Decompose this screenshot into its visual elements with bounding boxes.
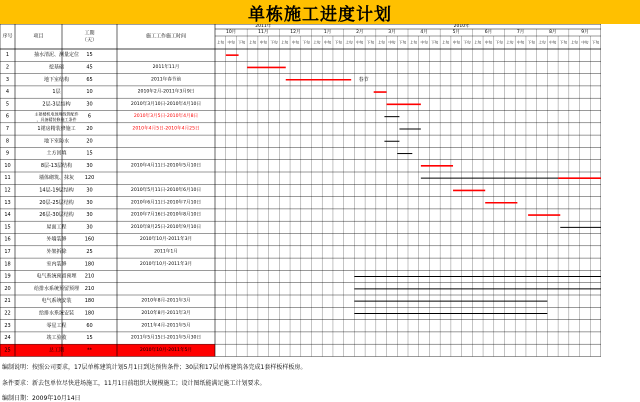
- month-label: 3月: [388, 30, 396, 35]
- row-name: 土方回填: [46, 150, 67, 157]
- row-seq: 12: [4, 187, 11, 194]
- dekad-label: 中旬: [227, 40, 235, 45]
- row-name: 零星工程: [46, 322, 67, 329]
- row-time-window: 2010年3月5日-2010年4月8日: [133, 114, 199, 120]
- row-seq: 3: [5, 76, 10, 83]
- dekad-label: 上旬: [281, 40, 289, 45]
- row-time-window: 2011年5月15日-2011年5月30日: [130, 335, 202, 341]
- row-duration: 180: [84, 261, 95, 268]
- row-seq: 20: [4, 285, 11, 292]
- schedule-title: 单栋施工进度计划: [0, 0, 640, 24]
- year-label-right: 2010年: [453, 24, 470, 30]
- note-conditions: 条件要求：新去包单位尽快进场施工，11月1日前组织大规模施工；设计图纸能满足施工计划要求。: [2, 380, 266, 387]
- row-time-window: 2010年6月11日-2010年7月10日: [130, 200, 202, 206]
- row-seq: 17: [4, 248, 11, 255]
- row-duration: 30: [86, 212, 93, 219]
- row-time-window: 2010年3月10日-2010年4月10日: [130, 101, 202, 107]
- row-name: 主裙楼机电预埋线管配件: [34, 111, 79, 117]
- row-seq: 6: [5, 113, 10, 120]
- row-seq: 10: [4, 162, 11, 169]
- dekad-label: 上旬: [409, 40, 417, 45]
- header-duration: 工期: [84, 30, 95, 37]
- row-duration: 30: [86, 199, 93, 206]
- row-duration: 15: [86, 52, 93, 59]
- row-time-window: 2010年10月-2011年3月: [139, 237, 193, 243]
- row-duration: **: [87, 347, 92, 354]
- row-time-window: 2010年10月-2011年3月: [139, 261, 193, 267]
- row-duration: 120: [84, 175, 95, 182]
- dekad-label: 下旬: [559, 40, 568, 45]
- row-name: 外架拆除: [46, 248, 67, 255]
- row-name: 外墙装修: [46, 236, 67, 243]
- dekad-label: 中旬: [516, 40, 525, 45]
- row-name: 8层-13层结构: [40, 162, 73, 169]
- dekad-label: 上旬: [538, 40, 546, 45]
- row-time-window: 2010年8月-2011年3月: [141, 310, 191, 316]
- row-name: 地下室防水: [43, 138, 70, 145]
- row-seq: 19: [4, 273, 11, 280]
- header-time-window: 施工工作施工时间: [145, 33, 187, 40]
- dekad-label: 下旬: [463, 40, 471, 45]
- row-seq: 13: [4, 199, 11, 206]
- dekad-label: 下旬: [366, 40, 375, 45]
- row-duration: 10: [86, 89, 93, 96]
- row-seq: 18: [4, 261, 11, 268]
- row-time-window: 2010年2月-2011年3月9日: [137, 89, 195, 95]
- row-duration: 30: [86, 101, 93, 108]
- note-description: 编制说明：按照公司要求，17层单栋建筑计划5月1日到达预售条件；30层和17层单栋建筑各完成1套样板样板房。: [2, 364, 307, 371]
- row-duration: 30: [86, 162, 93, 169]
- row-time-window: 2010年8月-2011年3月: [141, 298, 191, 304]
- gantt-grid: [0, 24, 601, 357]
- row-name: 电气系统安装: [41, 298, 72, 305]
- month-label: 7月: [516, 30, 525, 35]
- row-time-window: 2011年春节前: [150, 77, 182, 83]
- row-name: 20层-25层结构: [39, 199, 74, 206]
- row-name: 墙体砌筑、抹灰: [38, 175, 75, 182]
- row-seq: 9: [5, 150, 10, 157]
- row-name: 电气系统预留预埋: [36, 273, 77, 280]
- row-seq: 4: [5, 89, 10, 96]
- month-label: 11月: [258, 30, 269, 35]
- row-duration: 210: [84, 285, 95, 292]
- row-name: 挖基础: [48, 64, 65, 71]
- row-time-window: 2010年4月11日-2010年5月10日: [130, 163, 202, 169]
- row-time-window: 2011年11月: [152, 64, 180, 70]
- row-seq: 21: [4, 298, 11, 305]
- dekad-label: 上旬: [441, 40, 450, 45]
- row-time-window: 2010年5月11日-2010年6月10日: [130, 187, 202, 193]
- dekad-label: 下旬: [495, 40, 503, 45]
- dekad-label: 下旬: [334, 40, 342, 45]
- row-seq: 11: [4, 175, 11, 182]
- row-name: 给排水系统安装: [38, 310, 75, 317]
- row-duration: 20: [86, 125, 93, 132]
- dekad-label: 下旬: [238, 40, 246, 45]
- row-time-window: 2011年1月: [154, 249, 178, 255]
- row-seq: 23: [4, 322, 11, 329]
- row-time-window: 2010年4月5日-2010年4月25日: [132, 126, 200, 132]
- spring-festival-annotation: 春节: [358, 76, 369, 83]
- dekad-label: 上旬: [313, 40, 321, 45]
- dekad-label: 上旬: [248, 40, 257, 45]
- gantt-sheet: [0, 24, 601, 357]
- dekad-label: 中旬: [581, 40, 589, 45]
- row-duration: 30: [86, 224, 93, 231]
- dekad-label: 上旬: [216, 40, 224, 45]
- dekad-label: 上旬: [570, 40, 578, 45]
- row-duration: 65: [86, 76, 93, 83]
- row-seq: 1: [5, 52, 10, 59]
- row-name: 地下室结构: [43, 76, 70, 83]
- month-label: 12月: [290, 30, 301, 35]
- month-label: 5月: [452, 30, 460, 35]
- note-date: 编制日期：2009年10月14日: [2, 395, 81, 402]
- dekad-label: 上旬: [377, 40, 385, 45]
- row-duration: 180: [84, 310, 95, 317]
- row-seq: 24: [4, 335, 11, 342]
- row-seq: 15: [4, 224, 11, 231]
- dekad-label: 中旬: [549, 40, 557, 45]
- row-time-window: 2010年7月16日-2010年8月10日: [130, 212, 202, 218]
- row-duration: 20: [86, 138, 93, 145]
- row-seq: 2: [5, 64, 10, 71]
- row-name: 室内装修: [46, 261, 67, 268]
- row-name: 竣工验收: [46, 335, 67, 342]
- row-duration: 15: [86, 150, 93, 157]
- row-seq: 8: [5, 138, 10, 145]
- dekad-label: 中旬: [291, 40, 300, 45]
- row-duration: 25: [86, 248, 93, 255]
- dekad-label: 中旬: [484, 40, 493, 45]
- month-label: 8月: [549, 30, 557, 35]
- row-duration: 30: [86, 187, 93, 194]
- dekad-label: 下旬: [270, 40, 278, 45]
- row-duration: 6: [87, 113, 92, 120]
- row-time-window: 2010年8月25日-2010年9月10日: [130, 224, 202, 230]
- row-seq: 5: [5, 101, 10, 108]
- month-label: 1月: [323, 30, 332, 35]
- row-time-window: 2010年10月-2011年5月: [139, 347, 193, 353]
- dekad-label: 上旬: [506, 40, 514, 45]
- month-label: 9月: [581, 30, 589, 35]
- header-duration-unit: （天）: [81, 37, 98, 44]
- dekad-label: 中旬: [356, 40, 364, 45]
- dekad-label: 下旬: [302, 40, 310, 45]
- row-name-cont: ，具备精装修施工条件: [36, 116, 77, 122]
- dekad-label: 下旬: [399, 40, 407, 45]
- month-label: 6月: [484, 30, 493, 35]
- row-duration: 60: [86, 322, 93, 329]
- row-duration: 160: [84, 236, 95, 243]
- header-item: 项目: [33, 33, 44, 40]
- row-name: 1裙房精装修施工: [37, 125, 76, 132]
- dekad-label: 下旬: [527, 40, 535, 45]
- dekad-label: 上旬: [345, 40, 353, 45]
- row-name: 1层: [52, 89, 61, 96]
- dekad-label: 中旬: [420, 40, 428, 45]
- row-name: 抽水清泥、测量定位: [33, 52, 80, 59]
- row-seq: 22: [4, 310, 11, 317]
- month-label: 4月: [420, 30, 428, 35]
- dekad-label: 中旬: [259, 40, 267, 45]
- row-duration: 15: [86, 335, 93, 342]
- year-label-left: 2011年: [255, 24, 272, 30]
- row-name: 屋面工程: [46, 224, 67, 231]
- dekad-label: 下旬: [431, 40, 439, 45]
- row-duration: 180: [84, 298, 95, 305]
- row-seq: 16: [4, 236, 11, 243]
- row-name: 14层-19层结构: [39, 187, 74, 194]
- row-seq: 25: [4, 347, 11, 354]
- row-duration: 45: [86, 64, 93, 71]
- row-name: 26层-30层结构: [39, 212, 74, 219]
- month-label: 10月: [225, 30, 237, 35]
- row-duration: 210: [84, 273, 95, 280]
- dekad-label: 下旬: [592, 40, 600, 45]
- row-name: 2层-3层结构: [42, 101, 71, 108]
- dekad-label: 中旬: [323, 40, 332, 45]
- row-name: 总工期: [48, 347, 65, 354]
- row-seq: 7: [5, 125, 10, 132]
- dekad-label: 中旬: [452, 40, 460, 45]
- row-name: 给排水系统预留预埋: [33, 285, 80, 292]
- row-seq: 14: [4, 212, 11, 219]
- month-label: 2月: [356, 30, 364, 35]
- row-time-window: 2011年4月-2011年5月: [141, 323, 191, 329]
- header-seq: 序号: [2, 33, 13, 40]
- dekad-label: 上旬: [474, 40, 482, 45]
- dekad-label: 中旬: [388, 40, 396, 45]
